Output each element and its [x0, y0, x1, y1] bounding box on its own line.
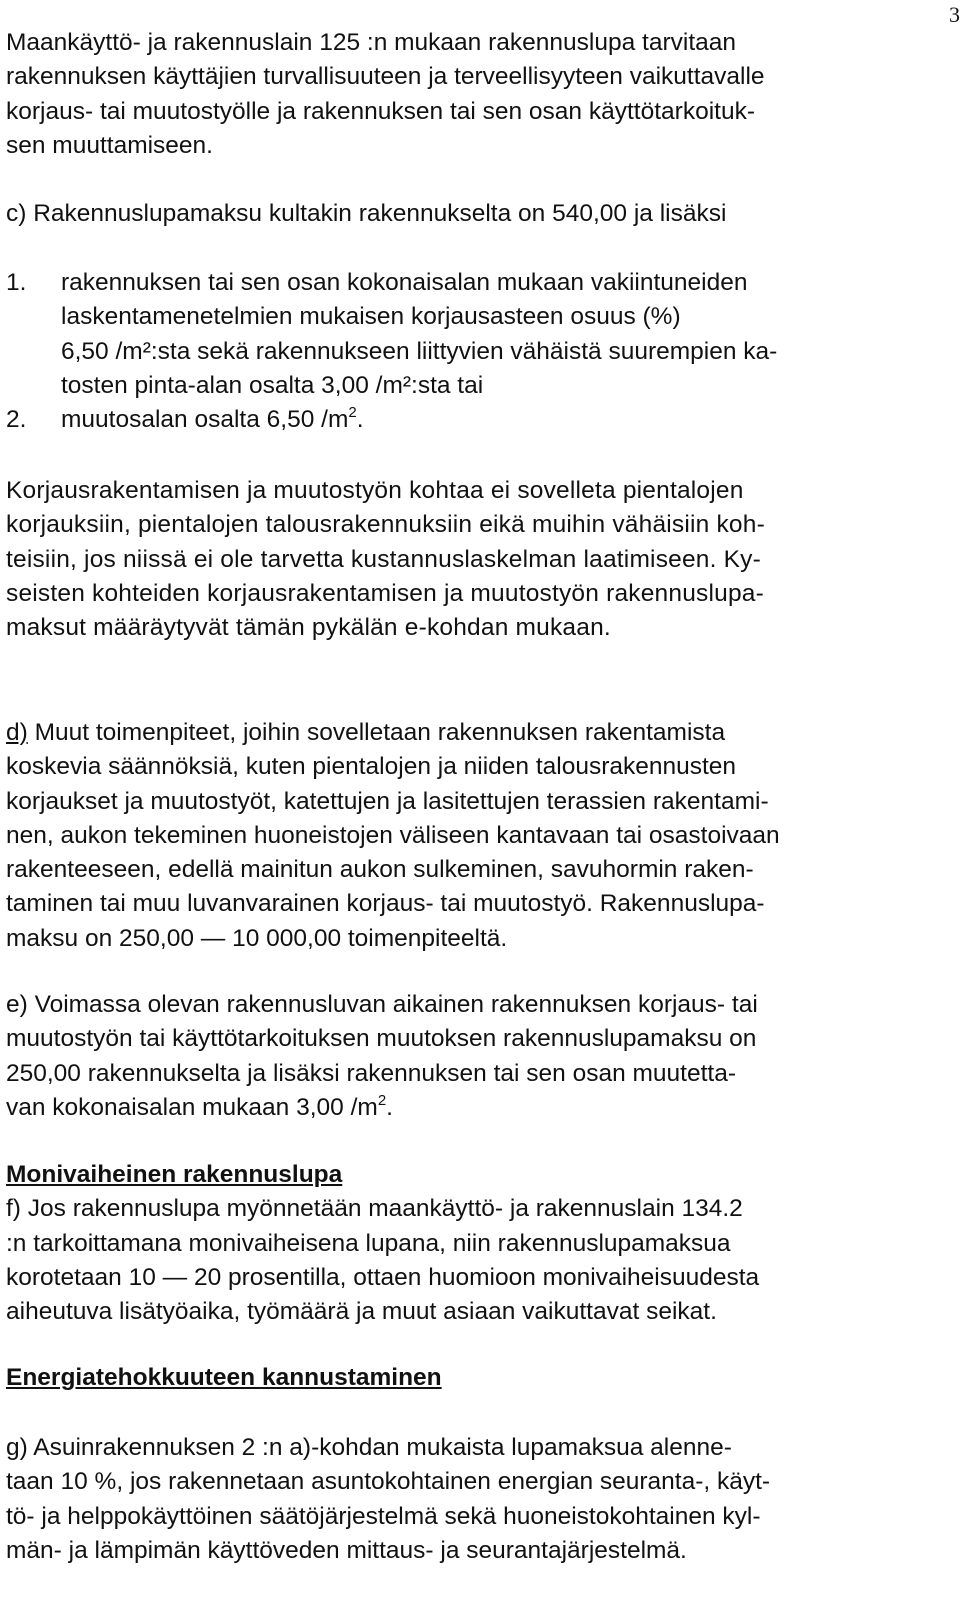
section-g-line: tö- ja helppokäyttöinen säätöjärjestelmä sekä huoneistokohtainen kyl-: [6, 1502, 761, 1530]
section-e-text: van kokonaisalan mukaan 3,00 /m: [6, 1093, 378, 1121]
section-g-heading-block: [6, 1361, 926, 1395]
korjaus-line: seisten kohteiden korjausrakentamisen ja muutostyön rakennuslupa-: [6, 579, 764, 607]
intro-line: sen muuttamiseen.: [6, 131, 213, 159]
section-d-line: korjaukset ja muutostyöt, katettujen ja lasitettujen terassien rakentami-: [6, 787, 769, 815]
section-f-line: korotetaan 10 — 20 prosentilla, ottaen huomioon monivaiheisuudesta: [6, 1263, 760, 1291]
korjaus-line: Korjausrakentamisen ja muutostyön kohtaa ei sovelleta pientalojen: [6, 477, 744, 504]
section-c-lead-text: c) Rakennuslupamaksu kultakin rakennukselta on 540,00 ja lisäksi: [6, 200, 727, 227]
section-f-heading: Monivaiheinen rakennuslupa: [6, 1161, 343, 1188]
section-e-end: .: [386, 1093, 393, 1121]
section-d-line: nen, aukon tekeminen huoneistojen väliseen kantavaan tai osastoivaan: [6, 821, 780, 849]
section-d-text: Muut toimenpiteet, joihin sovelletaan rakennuksen rakentamista: [27, 719, 726, 746]
list-item-text: laskentamenetelmien mukaisen korjausasteen osuus (%): [61, 303, 681, 331]
section-e-line: 250,00 rakennukselta ja lisäksi rakennuksen tai sen osan muutetta-: [6, 1059, 736, 1087]
list-item-1-first-line: [6, 266, 926, 300]
intro-paragraph: [6, 26, 926, 163]
list-item-text: rakennuksen tai sen osan kokonaisalan mukaan vakiintuneiden: [61, 269, 748, 296]
list-number: 2.: [6, 406, 27, 434]
section-f-line: aiheutuva lisätyöaika, työmäärä ja muut asiaan vaikuttavat seikat.: [6, 1298, 717, 1326]
intro-line: Maankäyttö- ja rakennuslain 125 :n mukaan rakennuslupa tarvitaan: [6, 29, 736, 56]
list-item-2: [6, 403, 926, 437]
section-d-line: taminen tai muu luvanvarainen korjaus- tai muutostyö. Rakennuslupa-: [6, 890, 765, 918]
section-d-label: d): [6, 719, 28, 746]
section-g-line: taan 10 %, jos rakennetaan asuntokohtainen energian seuranta-, käyt-: [6, 1468, 771, 1496]
section-g-heading: Energiatehokkuuteen kannustaminen: [6, 1364, 442, 1391]
section-c-list: [6, 266, 926, 437]
section-g-line: män- ja lämpimän käyttöveden mittaus- ja seurantajärjestelmä.: [6, 1536, 687, 1564]
page-number: 3: [949, 2, 960, 27]
intro-line: rakennuksen käyttäjien turvallisuuteen ja terveellisyyteen vaikuttavalle: [6, 63, 765, 91]
korjaus-paragraph: [6, 474, 926, 645]
section-e-line: muutostyön tai käyttötarkoituksen muutoksen rakennuslupamaksu on: [6, 1025, 757, 1053]
section-d-line: rakenteeseen, edellä mainitun aukon sulkeminen, savuhormin raken-: [6, 856, 754, 884]
section-e-last-line: [6, 1091, 926, 1125]
section-d-line: maksu on 250,00 — 10 000,00 toimenpiteeltä.: [6, 924, 508, 952]
section-f-line: f) Jos rakennuslupa myönnetään maankäyttö- ja rakennuslain 134.2: [6, 1195, 743, 1223]
section-g-line: g) Asuinrakennuksen 2 :n a)-kohdan mukaista lupamaksua alenne-: [6, 1434, 732, 1461]
section-d-first-line: [6, 716, 926, 750]
section-g: [6, 1431, 926, 1568]
section-f-line: :n tarkoittamana monivaiheisena lupana, niin rakennuslupamaksua: [6, 1229, 731, 1257]
superscript: 2: [348, 404, 357, 422]
list-number: 1.: [6, 269, 27, 296]
superscript: 2: [377, 1091, 387, 1109]
section-d: [6, 716, 926, 956]
list-item-text: tosten pinta-alan osalta 3,00 /m²:sta tai: [61, 371, 484, 399]
list-item-text: 6,50 /m²:sta sekä rakennukseen liittyvien vähäistä suurempien ka-: [61, 337, 778, 365]
section-f: [6, 1158, 926, 1329]
section-e: [6, 988, 926, 1125]
korjaus-line: maksut määräytyvät tämän pykälän e-kohdan mukaan.: [6, 614, 611, 642]
korjaus-line: teisiin, jos niissä ei ole tarvetta kustannuslaskelman laatimiseen. Ky-: [6, 545, 761, 573]
intro-line: korjaus- tai muutostyölle ja rakennuksen tai sen osan käyttötarkoituk-: [6, 97, 755, 125]
section-c-lead: [6, 197, 926, 231]
list-item-end: .: [356, 406, 364, 434]
section-e-line: e) Voimassa olevan rakennusluvan aikainen rakennuksen korjaus- tai: [6, 991, 758, 1018]
korjaus-line: korjauksiin, pientalojen talousrakennuksiin eikä muihin vähäisiin koh-: [6, 511, 765, 539]
list-item-text: muutosalan osalta 6,50 /m: [61, 406, 349, 434]
section-d-line: koskevia säännöksiä, kuten pientalojen ja niiden talousrakennusten: [6, 753, 737, 781]
